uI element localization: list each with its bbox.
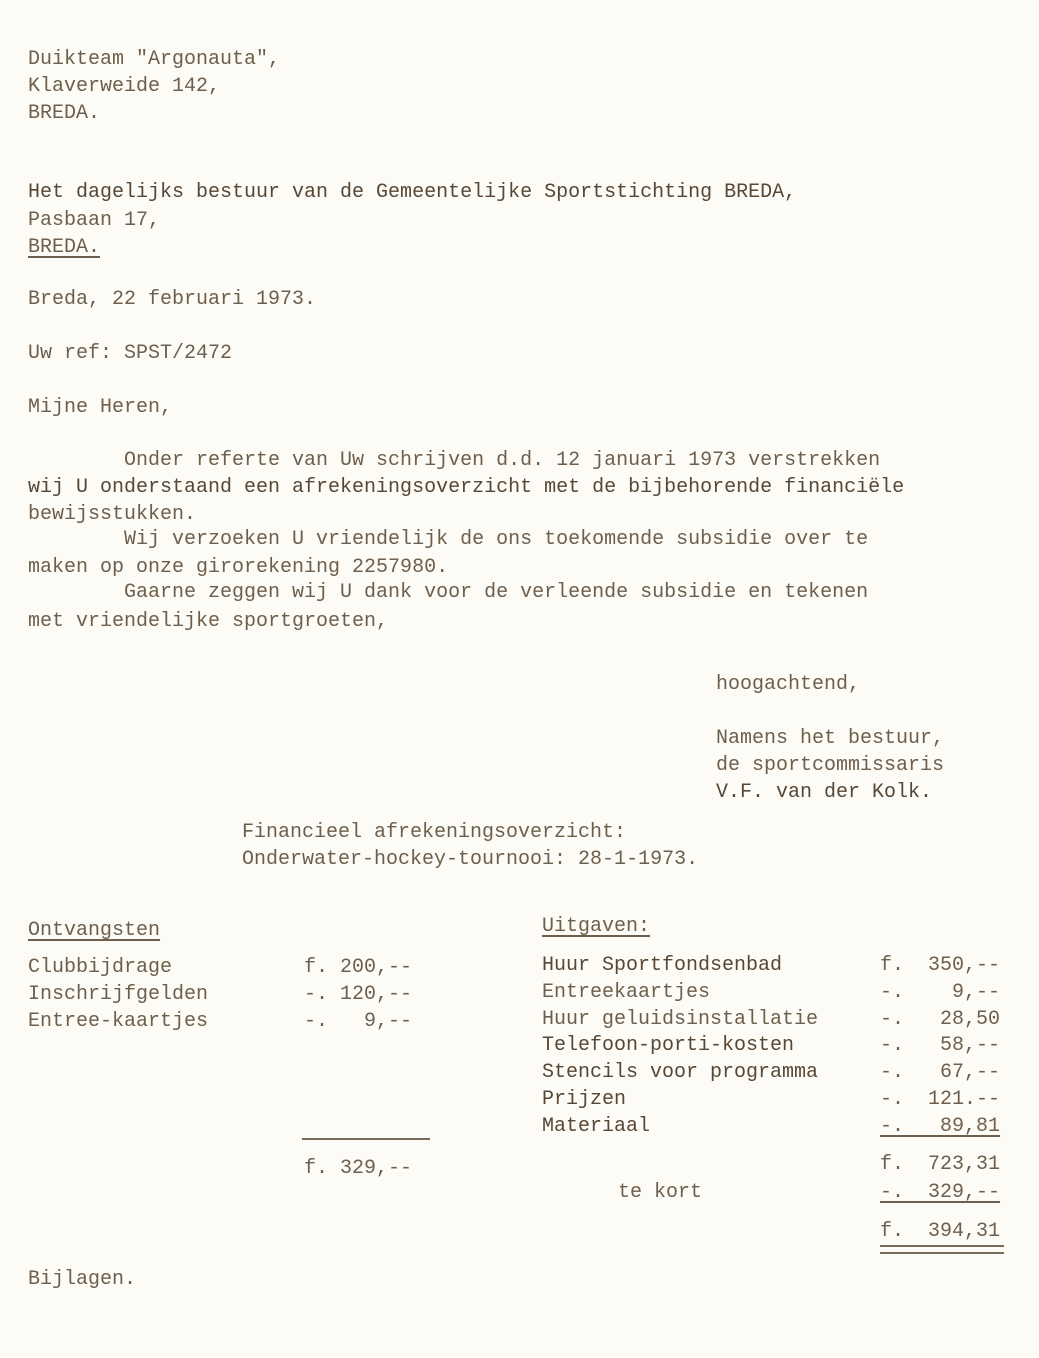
body-line: wij U onderstaand een afrekeningsoverzicht met de bijbehorende financiële <box>28 476 905 499</box>
salutation: Mijne Heren, <box>28 396 173 419</box>
sender-street: Klaverweide 142, <box>28 75 221 98</box>
body-line: Onder referte van Uw schrijven d.d. 12 januari 1973 verstrekken <box>28 449 881 472</box>
income-sum-rule <box>302 1138 430 1140</box>
enclosures: Bijlagen. <box>28 1268 137 1291</box>
expense-amount: -. 9,-- <box>880 981 1001 1004</box>
signature-line: de sportcommissaris <box>716 754 945 777</box>
expense-amount: -. 28,50 <box>880 1008 1001 1031</box>
body-line: met vriendelijke sportgroeten, <box>28 610 389 633</box>
income-amount: f. 200,-- <box>304 956 413 979</box>
expense-amount: -. 67,-- <box>880 1061 1001 1084</box>
sender-name: Duikteam "Argonauta", <box>28 48 281 71</box>
body-line: Gaarne zeggen wij U dank voor de verleende subsidie en tekenen <box>28 581 869 604</box>
body-line: Wij verzoeken U vriendelijk de ons toekomende subsidie over te <box>28 528 869 551</box>
expenses-heading: Uitgaven: <box>542 915 651 938</box>
expense-amount: -. 58,-- <box>880 1034 1001 1057</box>
sender-city: BREDA. <box>28 102 101 125</box>
income-total: f. 329,-- <box>304 1157 413 1180</box>
recipient-city: BREDA. <box>28 236 101 259</box>
expense-label: Huur geluidsinstallatie <box>542 1008 819 1031</box>
expense-amount: f. 350,-- <box>880 954 1001 977</box>
expense-amount: -. 89,81 <box>880 1115 1001 1138</box>
expense-label: Telefoon-porti-kosten <box>542 1034 795 1057</box>
overview-title-line: Onderwater-hockey-tournooi: 28-1-1973. <box>242 848 699 871</box>
expenses-total: f. 394,31 <box>880 1220 1001 1243</box>
income-amount: -. 9,-- <box>304 1010 413 1033</box>
expense-label: Prijzen <box>542 1088 627 1111</box>
expense-label: Huur Sportfondsenbad <box>542 954 783 977</box>
signature-line: V.F. van der Kolk. <box>716 781 933 804</box>
double-underline <box>880 1245 1004 1254</box>
income-label: Clubbijdrage <box>28 956 173 979</box>
reference: Uw ref: SPST/2472 <box>28 342 233 365</box>
closing: hoogachtend, <box>716 673 861 696</box>
expenses-subtotal: f. 723,31 <box>880 1153 1001 1176</box>
income-label: Entree-kaartjes <box>28 1010 209 1033</box>
expense-label: Materiaal <box>542 1115 651 1138</box>
overview-title-line: Financieel afrekeningsoverzicht: <box>242 821 627 844</box>
income-heading: Ontvangsten <box>28 919 161 942</box>
shortfall-label: te kort <box>618 1181 703 1204</box>
income-amount: -. 120,-- <box>304 983 413 1006</box>
date-line: Breda, 22 februari 1973. <box>28 288 317 311</box>
income-label: Inschrijfgelden <box>28 983 209 1006</box>
signature-line: Namens het bestuur, <box>716 727 945 750</box>
recipient-name: Het dagelijks bestuur van de Gemeentelijke Sportstichting BREDA, <box>28 181 797 204</box>
body-line: maken op onze girorekening 2257980. <box>28 556 449 579</box>
expense-label: Entreekaartjes <box>542 981 711 1004</box>
expense-amount: -. 121.-- <box>880 1088 1001 1111</box>
body-line: bewijsstukken. <box>28 503 197 526</box>
expense-label: Stencils voor programma <box>542 1061 819 1084</box>
shortfall-amount: -. 329,-- <box>880 1181 1001 1204</box>
recipient-street: Pasbaan 17, <box>28 209 161 232</box>
